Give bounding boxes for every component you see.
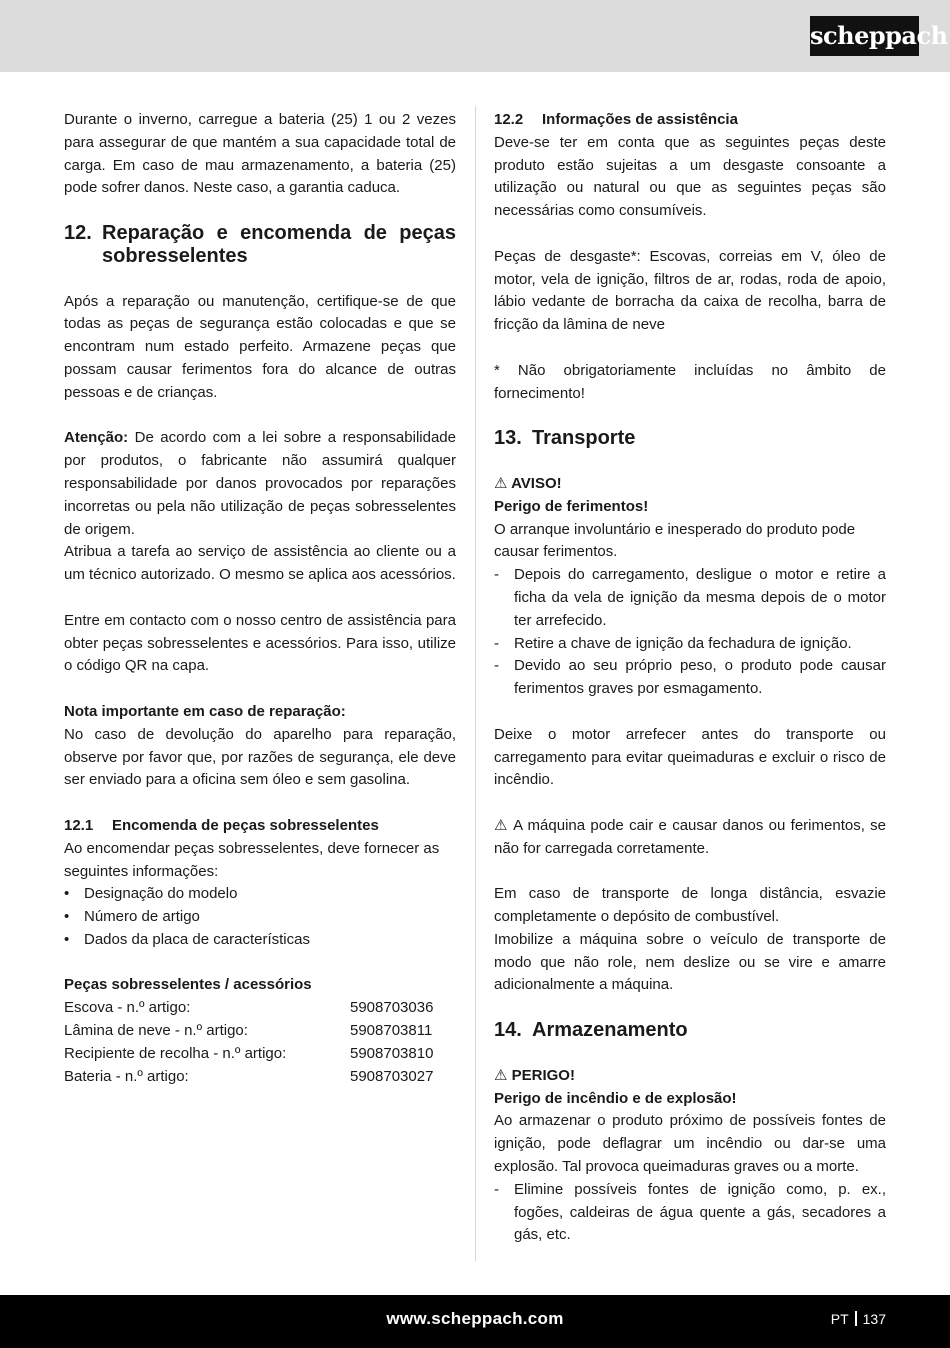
- section-13-title: Transporte: [532, 427, 636, 450]
- part-number: 5908703027: [350, 1067, 434, 1085]
- section-12-title: Reparação e encomenda de peças sobresselentes: [102, 222, 456, 267]
- part-number: 5908703811: [350, 1022, 433, 1040]
- warning-triangle-icon: ⚠: [494, 1066, 508, 1084]
- language-code: PT: [830, 1311, 849, 1327]
- parts-table: [64, 997, 456, 1088]
- section-12-1-number: 12.1: [64, 816, 94, 834]
- warning-triangle-icon: ⚠: [494, 816, 509, 834]
- part-name: Recipiente de recolha - n.º artigo:: [64, 1044, 287, 1062]
- section-12-1-title: Encomenda de peças sobresselentes: [112, 816, 379, 834]
- list-item: - Devido ao seu próprio peso, o produto pode causar ferimentos graves por esmagamento.: [494, 655, 886, 701]
- list-item: - Retire a chave de ignição da fechadura de ignição.: [494, 633, 886, 656]
- section-12-2-title: Informações de assistência: [542, 111, 738, 128]
- wear-parts-paragraph: Peças de desgaste*: Escovas, correias em V, óleo de motor, vela de ignição, filtros de ar, rodas, roda de apoio, lábio vedante de borracha da caixa de recolha, barra de fricção da lâmina de neve: [494, 247, 886, 334]
- list-item: • Número de artigo: [64, 906, 456, 929]
- table-row: [64, 1043, 456, 1066]
- footnote: * Não obrigatoriamente incluídas no âmbito de fornecimento!: [494, 361, 886, 402]
- order-info-list: [64, 883, 456, 951]
- attention-text: De acordo com a lei sobre a responsabilidade por produtos, o fabricante não assumirá qualquer responsabilidade por danos provocados por reparações incorretas ou pela não utilização de peças sobresselentes de origem.: [64, 429, 456, 538]
- danger-text: Ao armazenar o produto próximo de possíveis fontes de ignição, pode deflagrar um incêndio ou dar-se uma explosão. Tal provoca queimaduras graves ou a morte.: [494, 1112, 886, 1176]
- contact-paragraph: Entre em contacto com o nosso centro de assistência para obter peças sobresselentes e acessórios. Para isso, utilize o código QR na capa.: [64, 611, 456, 675]
- parts-title: Peças sobresselentes / acessórios: [64, 976, 312, 994]
- long-transport-paragraph: Em caso de transporte de longa distância, esvazie completamente o depósito de combustível.: [494, 885, 886, 926]
- warning-subtitle: Perigo de ferimentos!: [494, 497, 649, 515]
- section-14-heading: [494, 1019, 886, 1042]
- page-number: 137: [862, 1311, 886, 1327]
- part-number: 5908703036: [350, 999, 434, 1017]
- part-number: 5908703810: [350, 1044, 434, 1062]
- page-separator: [855, 1311, 857, 1326]
- attention-paragraph: [64, 427, 456, 541]
- warning-heading: [494, 473, 886, 496]
- transport-steps-list: [494, 564, 886, 701]
- section-13-heading: [494, 427, 886, 450]
- attention-label: Atenção:: [64, 429, 129, 447]
- secure-machine-paragraph: Imobilize a máquina sobre o veículo de transporte de modo que não role, nem deslize ou se vire e amarre adicionalmente a máquina.: [494, 930, 886, 994]
- section-12-number: 12.: [64, 222, 92, 245]
- section-13-number: 13.: [494, 427, 522, 450]
- table-row: [64, 1066, 456, 1089]
- section-14-title: Armazenamento: [532, 1019, 688, 1042]
- column-divider: [475, 106, 476, 1261]
- part-name: Escova - n.º artigo:: [64, 999, 191, 1017]
- list-item: - Elimine possíveis fontes de ignição como, p. ex., fogões, caldeiras de água quente a gás, secadores a gás, etc.: [494, 1179, 886, 1247]
- footer-bar: [0, 1295, 950, 1348]
- winter-battery-paragraph: Durante o inverno, carregue a bateria (25) 1 ou 2 vezes para assegurar de que mantém a sua capacidade total de carga. Em caso de mau armazenamento, a bateria (25) pode sofrer danos. Neste caso, a garantia caduca.: [64, 111, 456, 197]
- danger-heading: [494, 1065, 886, 1088]
- repair-paragraph: Após a reparação ou manutenção, certifique-se de que todas as peças de segurança estão colocadas e que se encontram num estado perfeito. Armazene peças que possam causar ferimentos fora do alcance de outras pessoas e de crianças.: [64, 292, 456, 401]
- warning-label: AVISO!: [511, 474, 562, 492]
- section-14-number: 14.: [494, 1019, 522, 1042]
- cool-engine-paragraph: Deixe o motor arrefecer antes do transporte ou carregamento para evitar queimaduras e excluir o risco de incêndio.: [494, 725, 886, 789]
- header-bar: [0, 0, 950, 72]
- service-info-text: Deve-se ter em conta que as seguintes peças deste produto estão sujeitas a um desgaste consoante a utilização ou natural ou que as seguintes peças são necessárias como consumíveis.: [494, 133, 886, 220]
- section-12-1-heading: [64, 815, 456, 838]
- page-indicator: [831, 1295, 886, 1343]
- website-link[interactable]: www.scheppach.com: [386, 1309, 564, 1328]
- left-column: [64, 109, 456, 1088]
- repair-note-title: Nota importante em caso de reparação:: [64, 702, 346, 720]
- table-row: [64, 997, 456, 1020]
- warning-text: O arranque involuntário e inesperado do produto pode causar ferimentos.: [494, 520, 856, 561]
- part-name: Bateria - n.º artigo:: [64, 1067, 189, 1085]
- repair-note-text: No caso de devolução do aparelho para reparação, observe por favor que, por razões de segurança, ele deve ser enviado para a oficina sem óleo e sem gasolina.: [64, 725, 456, 789]
- storage-steps-list: [494, 1179, 886, 1247]
- warning-triangle-icon: ⚠: [494, 474, 508, 492]
- list-item: • Dados da placa de características: [64, 929, 456, 952]
- right-column: [494, 109, 886, 1247]
- section-12-heading: [64, 222, 456, 268]
- fall-warning-text: A máquina pode cair e causar danos ou ferimentos, se não for carregada corretamente.: [494, 816, 887, 857]
- danger-label: PERIGO!: [511, 1066, 575, 1084]
- section-12-2-number: 12.2: [494, 111, 524, 128]
- table-row: [64, 1020, 456, 1043]
- danger-subtitle: Perigo de incêndio e de explosão!: [494, 1089, 737, 1107]
- scheppach-logo: scheppach: [810, 16, 919, 56]
- section-12-2-heading: [494, 109, 886, 132]
- list-item: - Depois do carregamento, desligue o motor e retire a ficha da vela de ignição da mesma depois de o motor ter arrefecido.: [494, 564, 886, 632]
- part-name: Lâmina de neve - n.º artigo:: [64, 1022, 248, 1040]
- fall-warning-paragraph: [494, 815, 886, 861]
- service-assignment-paragraph: Atribua a tarefa ao serviço de assistência ao cliente ou a um técnico autorizado. O mesmo se aplica aos acessórios.: [64, 543, 456, 584]
- list-item: • Designação do modelo: [64, 883, 456, 906]
- order-info-text: Ao encomendar peças sobresselentes, deve fornecer as seguintes informações:: [64, 839, 440, 880]
